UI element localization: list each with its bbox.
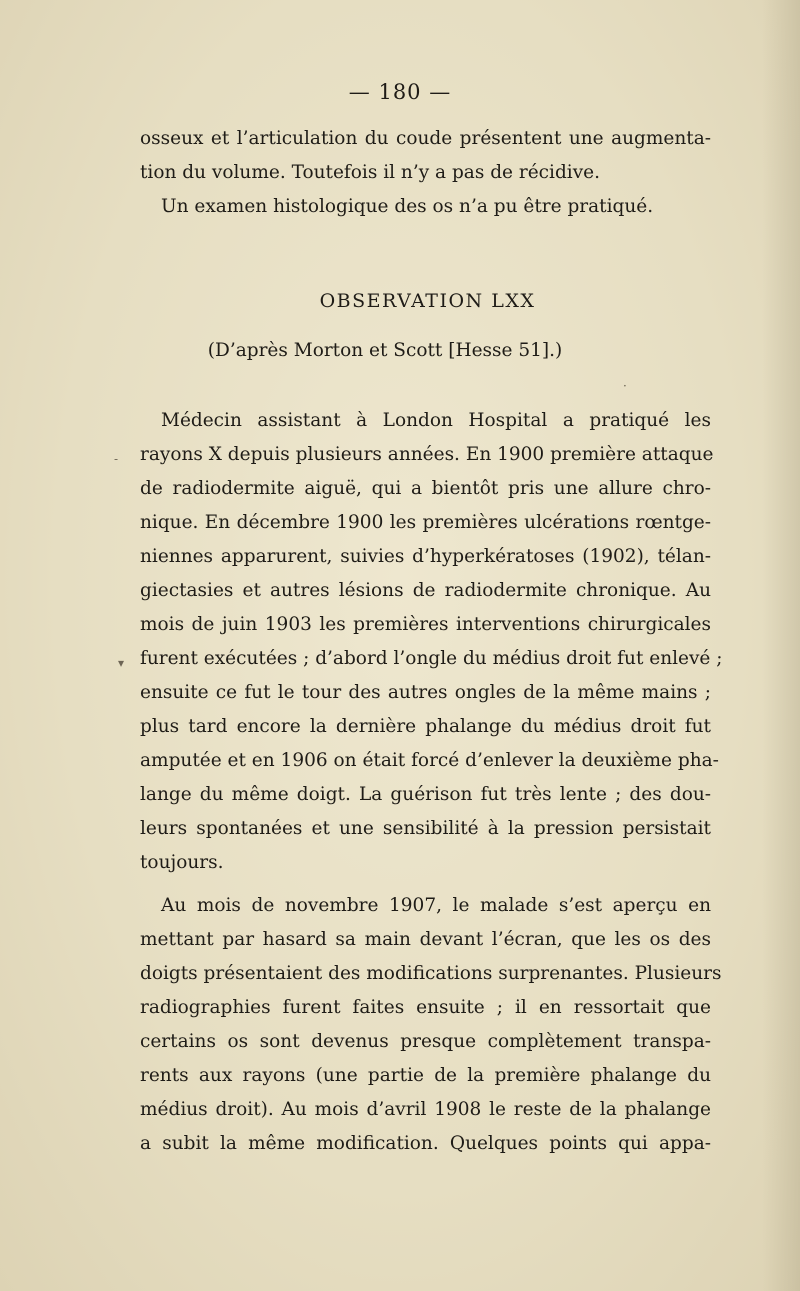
- text-line: amputée et en 1906 on était forcé d’enlever la deuxième pha-: [140, 750, 719, 771]
- text-line: plus tard encore la dernière phalange du médius droit fut: [140, 716, 711, 737]
- text-line: leurs spontanées et une sensibilité à la pression persistait: [140, 818, 711, 839]
- text-line: mois de juin 1903 les premières interventions chirurgicales: [140, 614, 711, 635]
- paragraph-1: [140, 404, 723, 880]
- text-line: radiographies furent faites ensuite ; il en ressortait que: [140, 997, 711, 1018]
- text-line: a subit la même modification. Quelques points qui appa-: [140, 1133, 711, 1154]
- text-line: giectasies et autres lésions de radiodermite chronique. Au: [140, 580, 711, 601]
- text-line: lange du même doigt. La guérison fut très lente ; des dou-: [140, 784, 711, 805]
- text-line: nique. En décembre 1900 les premières ulcérations rœntge-: [140, 512, 711, 533]
- page-edge-shadow: [762, 0, 800, 1291]
- page-number: — 180 —: [348, 80, 452, 104]
- text-line: de radiodermite aiguë, qui a bientôt pris une allure chro-: [140, 478, 711, 499]
- text-line: furent exécutées ; d’abord l’ongle du médius droit fut enlevé ;: [140, 648, 723, 669]
- continuation-paragraph: [140, 122, 711, 224]
- text-line: rayons X depuis plusieurs années. En 1900 première attaque: [140, 444, 714, 465]
- text-line: médius droit). Au mois d’avril 1908 le reste de la phalange: [140, 1099, 711, 1120]
- text-line: ensuite ce fut le tour des autres ongles de la même mains ;: [140, 682, 711, 703]
- text-line: niennes apparurent, suivies d’hyperkératoses (1902), télan-: [140, 546, 711, 567]
- margin-mark: ▾: [118, 656, 125, 670]
- text-line: toujours.: [140, 852, 224, 873]
- paragraph-2: [140, 889, 722, 1161]
- text-line: Médecin assistant à London Hospital a pratiqué les: [161, 410, 711, 431]
- text-line: tion du volume. Toutefois il n’y a pas de récidive.: [140, 162, 600, 183]
- observation-title: OBSERVATION LXX: [319, 290, 536, 312]
- margin-mark: -: [114, 452, 119, 466]
- margin-mark: ·: [623, 379, 627, 393]
- text-line: Un examen histologique des os n’a pu être pratiqué.: [161, 196, 654, 217]
- text-line: certains os sont devenus presque complètement transpa-: [140, 1031, 711, 1052]
- text-line: rents aux rayons (une partie de la première phalange du: [140, 1065, 711, 1086]
- text-line: doigts présentaient des modifications surprenantes. Plusieurs: [140, 963, 722, 984]
- text-line: mettant par hasard sa main devant l’écran, que les os des: [140, 929, 711, 950]
- text-line: Au mois de novembre 1907, le malade s’est aperçu en: [161, 895, 711, 916]
- text-line: osseux et l’articulation du coude présentent une augmenta-: [140, 128, 711, 149]
- observation-source: (D’après Morton et Scott [Hesse 51].): [207, 340, 563, 361]
